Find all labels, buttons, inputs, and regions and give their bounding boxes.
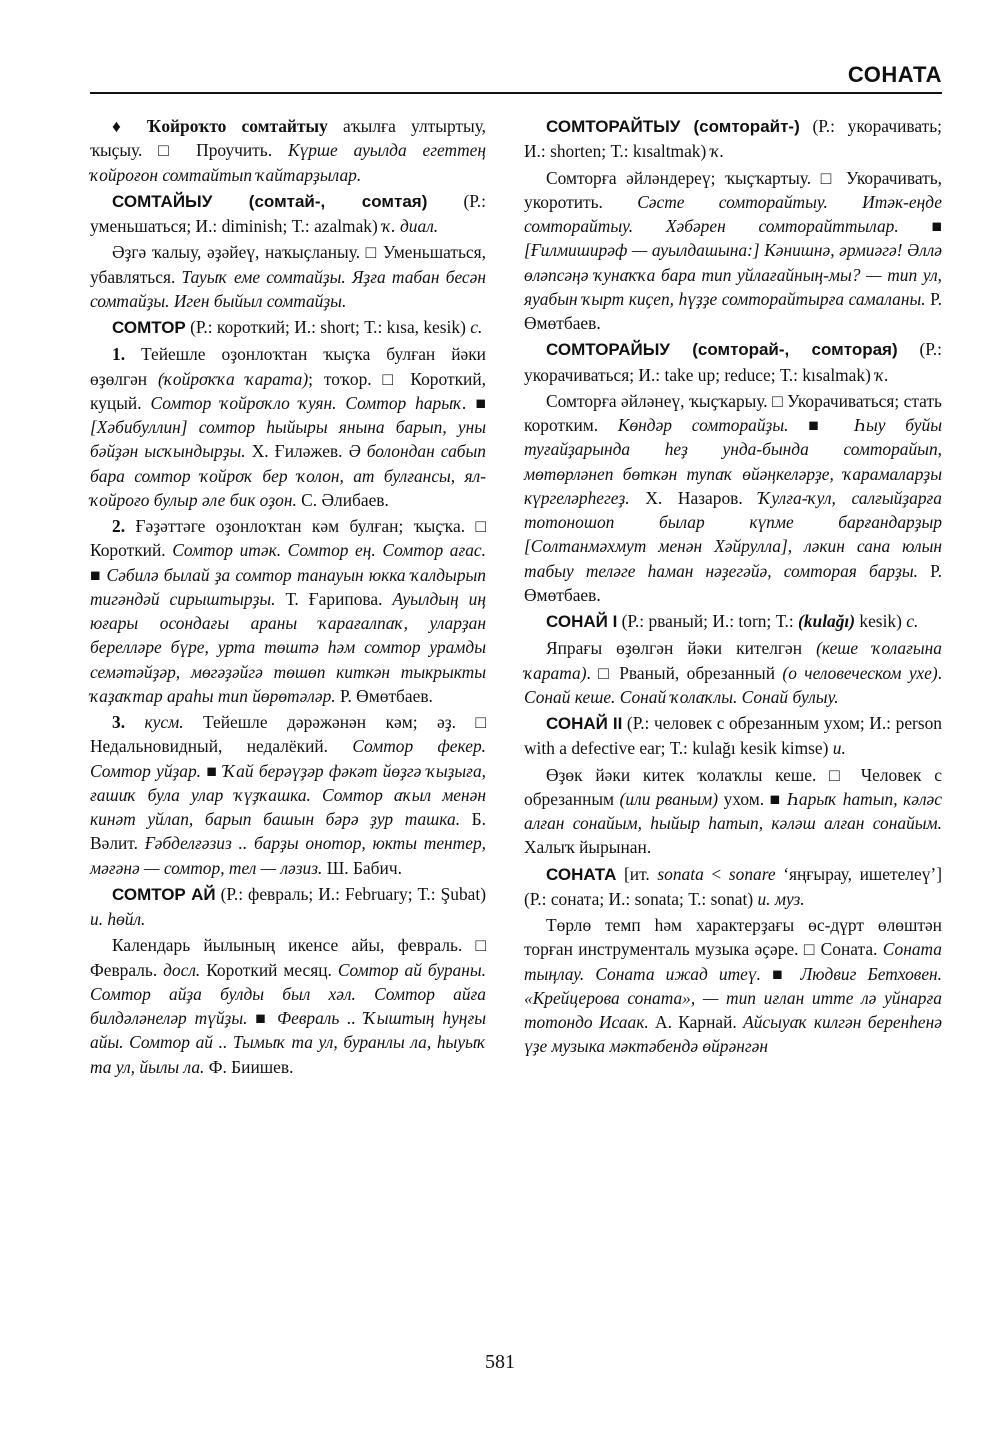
definition: Төрлө темп һәм характерҙағы өс-дүрт өлөштән торған инструменталь музыка әҫәре. □ Соната. Соната тыңлау. Соната ижад итеү. ■ Людвиг Бетховен. «Крейцерова соната», — тип иғлан итте лә уйнарға тотондо Исаак. А. Карнай. Айсыуаҡ килгән беренһенә үҙе музыка мәктәбендә өйрәнгән: [524, 915, 943, 1057]
running-header: [90, 60, 942, 94]
entry-headword-somtor-ai: СОМТОР АЙ (Р.: февраль; И.: February; Т.: Şubat) и. һөйл.: [90, 883, 487, 929]
sense-1: 1. Тейешле оҙонлоҡтан ҡыҫҡа булған йәки өҙөлгән (ҡойроҡҡа ҡарата); тоҡор. □ Короткий, куцый. Сомтор ҡойроҡло ҡуян. Сомтор һарыҡ. ■ [Хәбибуллин] сомтор һыйыры янына барып, уны бәйҙән ысҡындырҙы. Х. Ғиләжев. Ә болондан сабып бара сомтор ҡойроҡ бер ҡолон, ат булғансы, ял-ҡойроғо булыр әле бик оҙон. С. Әлибаев.: [90, 344, 486, 510]
definition: Әҙгә ҡалыу, әҙәйеү, наҡыҫланыу. □ Уменьшаться, убавляться. Тауыҡ еме сомтайҙы. Яҙға табан бесән сомтайҙы. Иген быйыл сомтайҙы.: [90, 242, 486, 311]
entry-idiom: ♦ Ҡойроҡто сомтайтыу аҡылға ултыртыу, ҡыҫыу. □ Проучить. Күрше ауылда егеттең ҡойроғон сомтайтып ҡайтарҙылар.: [90, 116, 486, 185]
definition: Сомторға әйләнеү, ҡыҫҡарыу. □ Укорачиваться; стать коротким. Көндәр сомторайҙы. ■ Һыу буйы туғайҙарында һеҙ унда-бында сомторайып, мөтөрләнеп бөткән тупаҡ өйәңкеләрҙе, ҡарамаларҙы күргеләрһегеҙ. Х. Назаров. Ҡулға-ҡул, салғыйҙарға тотоношоп былар күпме барғандарҙыр [Солтанмәхмут менән Хәйрулла], ләкин сана юлын табыу теләге һаман нәҙегәйә, сомторая барҙы. Р. Өмөтбаев.: [524, 390, 943, 605]
definition: Сомторға әйләндереү; ҡыҫҡартыу. □ Укорачивать, укоротить. Сәсте сомторайтыу. Итәк-еңде сомторайтыу. Хәбәрен сомторайттылар. ■ [Ғилмиширәф — ауылдашына:] Кәнишнә, әрмиәгә! Әллә өләпсәңә ҡунаҡҡа бара тип уйлағайның-мы? — тип ул, яуабын ҡырт киҫеп, һүҙҙе сомторайтырға самаланы. Р. Өмөтбаев.: [524, 167, 943, 333]
entry-headword-somtoraityu: СОМТОРАЙТЫУ (сомторайт-) (Р.: укорачивать; И.: shorten; Т.: kısaltmak) ҡ.: [524, 116, 942, 162]
definition: Өҙөк йәки китек ҡолаҡлы кеше. □ Человек с обрезанным (или рваным) ухом. ■ Һарыҡ һатып, кәләс алған сонайым, һыйыр һатып, кәләш алған сонайым. Халыҡ йырынан.: [524, 764, 942, 858]
entry-headword-sonata: СОНАТА [ит. sonata < sonare ‘яңғырау, ишетелеү’] (Р.: соната; И.: sonata; Т.: sonat) и. муз.: [524, 863, 942, 909]
entry-headword-somtor: СОМТОР (Р.: короткий; И.: short; Т.: kısa, kesik) с.: [112, 317, 483, 337]
entry-headword-somtaiyu: СОМТАЙЫУ (сомтай-, сомтая) (Р.: уменьшаться; И.: diminish; Т.: azalmak) ҡ. диал.: [90, 190, 486, 236]
entry-headword-somtoraiyu: СОМТОРАЙЫУ (сомторай-, сомторая) (Р.: укорачиваться; И.: take up; reduce; Т.: kısalmak) ҡ.: [524, 339, 942, 385]
sense-3: 3. кусм. Тейешле дәрәжәнән кәм; әҙ. □ Недальновидный, недалёкий. Сомтор фекер. Сомтор уйҙар. ■ Ҡай берәүҙәр фәкәт йөҙгә ҡыҙыға, ғашиҡ була улар ҡүҙҡашка. Сомтор аҡыл менән кинәт уйлап, барып башын бәрә ҙур ташка. Б. Вәлит. Ғәбделғәзиз .. барҙы онотор, юкты тентер, мәғәнә — сомтор, тел — ләзиз. Ш. Бабич.: [90, 712, 486, 878]
entry-headword-sonai-2: СОНАЙ II (Р.: человек с обрезанным ухом; И.: person with a defective ear; Т.: kulağı kesik kimse) и.: [524, 713, 942, 759]
left-column: [90, 114, 486, 1081]
page-number: 581: [485, 1351, 515, 1373]
running-head-word: СОНАТА: [847, 62, 942, 87]
definition: Календарь йылының икенсе айы, февраль. □ Февраль. досл. Короткий месяц. Сомтор ай бураны. Сомтор айҙа булды был хәл. Сомтор айға билдәләнеләр түйҙы. ■ Февраль .. Ҡыштың һуңғы айы. Сомтор ай .. Тымыҡ та ул, буранлы ла, һыуыҡ та ул, йылы ла. Ф. Биишев.: [90, 935, 487, 1077]
entry-headword-sonai-1: СОНАЙ I (Р.: рваный; И.: torn; Т.: (kulağı) kesik) с.: [546, 611, 919, 631]
definition: Япрағы өҙөлгән йәки кителгән (кеше ҡолағына ҡарата). □ Рваный, обрезанный (о человеческом ухе). Сонай кеше. Сонай ҡолаҡлы. Сонай булыу.: [524, 638, 943, 707]
right-column: [524, 114, 942, 1061]
sense-2: 2. Ғәҙәттәге оҙонлоҡтан кәм булған; ҡыҫҡа. □ Короткий. Сомтор итәк. Сомтор ең. Сомтор ағас. ■ Сәбилә былай ҙа сомтор танауын юкка ҡалдырып тигәндәй сирыштырҙы. Т. Ғарипова. Ауылдың иң юғары осондағы араны ҡарағалпаҡ, уларҙан берелләре бүре, урта төштә һәм сомтор урамды семәтәйҙәр, мөгәҙәйгә төшөп киткән тыкрыкты ҡаҙаҡтар араһы тип йөрөтәләр. Р. Өмөтбаев.: [90, 516, 486, 706]
